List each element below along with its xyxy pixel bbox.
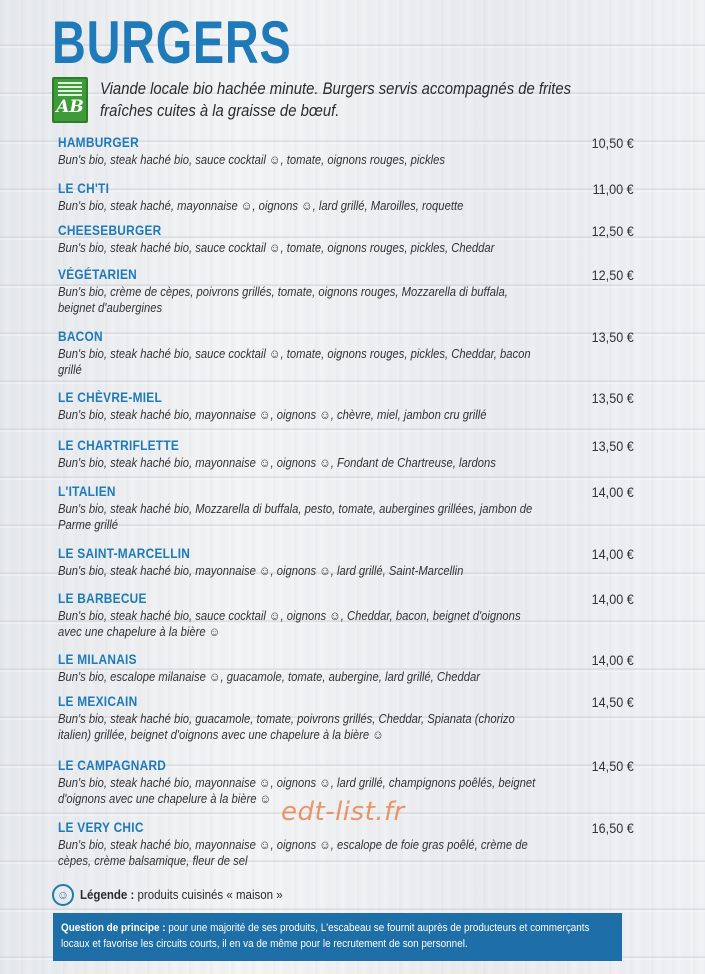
- item-description: Bun's bio, steak haché bio, mayonnaise ☺, oignons ☺, lard grillé, Saint-Marcellin: [58, 564, 464, 578]
- item-description: Bun's bio, escalope milanaise ☺, guacamole, tomate, aubergine, lard grillé, Cheddar: [58, 670, 481, 684]
- item-price: 14,50 €: [591, 758, 634, 774]
- item-price: 14,00 €: [591, 591, 634, 607]
- item-price: 14,00 €: [591, 652, 634, 668]
- item-description: Bun's bio, steak haché bio, Mozzarella di buffala, pesto, tomate, aubergines grillées, jambon de Parme grillé: [58, 502, 533, 532]
- item-description: Bun's bio, steak haché bio, sauce cocktail ☺, oignons ☺, Cheddar, bacon, beignet d'oignons avec une chapelure à la bière ☺: [58, 609, 521, 639]
- legend-description: produits cuisinés « maison »: [137, 888, 283, 902]
- item-description: Bun's bio, steak haché bio, mayonnaise ☺, oignons ☺, lard grillé, champignons poêlés, beignet d'oignons avec une chapelure à la bière ☺: [58, 776, 536, 806]
- item-name: L'ITALIEN: [58, 484, 116, 499]
- menu-item: [58, 820, 634, 869]
- item-description: Bun's bio, steak haché bio, mayonnaise ☺, oignons ☺, Fondant de Chartreuse, lardons: [58, 456, 496, 470]
- menu-item: [58, 329, 634, 378]
- item-description: Bun's bio, crème de cèpes, poivrons grillés, tomate, oignons rouges, Mozzarella di buffala, beignet d'aubergines: [58, 285, 508, 315]
- menu-item: [58, 267, 634, 316]
- watermark-text: edt-list.fr: [281, 797, 405, 827]
- organic-ab-logo: [52, 77, 88, 123]
- item-name: LE CHARTRIFLETTE: [58, 438, 180, 453]
- legend-text: [80, 888, 283, 902]
- principle-banner: [53, 913, 622, 961]
- principle-label: Question de principe :: [61, 922, 166, 934]
- item-description: Bun's bio, steak haché bio, guacamole, tomate, poivrons grillés, Cheddar, Spianata (chorizo italien) grillée, beignet d'oignons avec une chapelure à la bière ☺: [58, 712, 515, 742]
- page-title: BURGERS: [52, 9, 292, 76]
- logo-stripes: [58, 82, 82, 96]
- item-price: 12,50 €: [591, 223, 634, 239]
- item-name: LE CH'TI: [58, 181, 110, 196]
- item-price: 14,00 €: [591, 484, 634, 500]
- item-price: 13,50 €: [591, 329, 634, 345]
- menu-item: [58, 694, 634, 743]
- item-name: CHEESEBURGER: [58, 223, 162, 238]
- menu-item: [58, 181, 634, 214]
- item-name: LE MILANAIS: [58, 652, 137, 667]
- item-name: LE MEXICAIN: [58, 694, 138, 709]
- item-name: LE BARBECUE: [58, 591, 147, 606]
- item-description: Bun's bio, steak haché, mayonnaise ☺, oignons ☺, lard grillé, Maroilles, roquette: [58, 199, 464, 213]
- logo-letters: AB: [56, 97, 84, 117]
- menu-item: [58, 390, 634, 423]
- legend-label: Légende :: [80, 888, 135, 902]
- principle-text: pour une majorité de ses produits, L'escabeau se fournit auprès de producteurs et commerçants locaux et favorise les circuits courts, il en va de même pour le recrutement de son personnel.: [61, 922, 590, 950]
- homemade-icon: ☺: [52, 884, 74, 906]
- menu-item: [58, 223, 634, 256]
- item-name: LE SAINT-MARCELLIN: [58, 546, 191, 561]
- intro-text: Viande locale bio hachée minute. Burgers servis accompagnés de frites fraîches cuites à la graisse de bœuf.: [100, 80, 572, 120]
- menu-item: [58, 591, 634, 640]
- item-price: 11,00 €: [592, 181, 634, 197]
- item-name: HAMBURGER: [58, 135, 139, 150]
- item-price: 13,50 €: [591, 438, 634, 454]
- legend: [52, 884, 300, 906]
- item-price: 13,50 €: [591, 390, 634, 406]
- item-description: Bun's bio, steak haché bio, mayonnaise ☺, oignons ☺, chèvre, miel, jambon cru grillé: [58, 408, 487, 422]
- item-description: Bun's bio, steak haché bio, sauce cocktail ☺, tomate, oignons rouges, pickles, Cheddar: [58, 241, 495, 255]
- item-description: Bun's bio, steak haché bio, sauce cocktail ☺, tomate, oignons rouges, pickles, Cheddar, bacon grillé: [58, 347, 531, 377]
- item-price: 16,50 €: [591, 820, 634, 836]
- item-description: Bun's bio, steak haché bio, sauce cocktail ☺, tomate, oignons rouges, pickles: [58, 153, 445, 167]
- menu-item: [58, 438, 634, 471]
- item-price: 10,50 €: [591, 135, 634, 151]
- item-name: BACON: [58, 329, 103, 344]
- item-name: LE CHÈVRE-MIEL: [58, 390, 163, 405]
- menu-item: [58, 135, 634, 168]
- menu-item: [58, 652, 634, 685]
- item-name: LE VERY CHIC: [58, 820, 144, 835]
- menu-item: [58, 546, 634, 579]
- item-price: 14,50 €: [591, 694, 634, 710]
- item-price: 14,00 €: [591, 546, 634, 562]
- item-price: 12,50 €: [591, 267, 634, 283]
- item-name: VÉGÉTARIEN: [58, 267, 137, 282]
- item-name: LE CAMPAGNARD: [58, 758, 167, 773]
- item-description: Bun's bio, steak haché bio, mayonnaise ☺, oignons ☺, escalope de foie gras poêlé, crème de cèpes, crème balsamique, fleur de sel: [58, 838, 528, 868]
- menu-item: [58, 484, 634, 533]
